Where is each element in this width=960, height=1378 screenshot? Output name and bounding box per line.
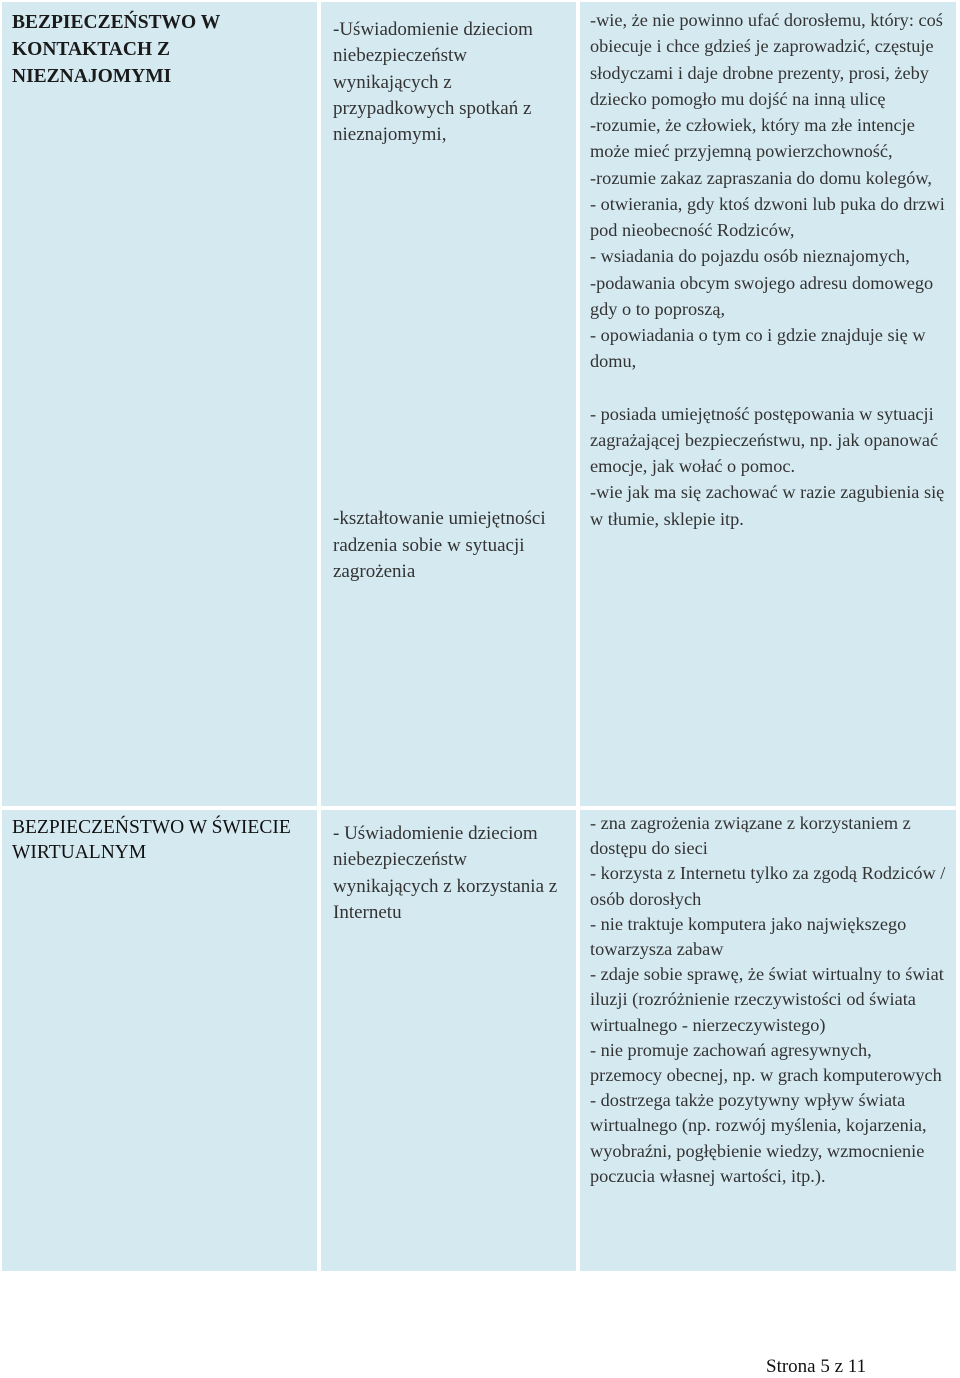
row2-goals-cell <box>321 810 576 1271</box>
outcome-item: -rozumie, że człowiek, który ma złe intencje może mieć przyjemną powierzchowność, <box>590 115 915 162</box>
row1-outcomes-list-a <box>590 7 946 375</box>
outcome-item: - posiada umiejętność postępowania w sytuacji zagrażającej bezpieczeństwu, np. jak opanować emocje, jak wołać o pomoc. <box>590 403 939 476</box>
row1-outcomes-cell <box>580 2 956 806</box>
row2-topic: BEZPIECZEŃSTWO W ŚWIECIE WIRTUALNYM <box>12 817 291 863</box>
row2-topic-cell <box>2 810 317 1271</box>
row1-topic-cell <box>2 2 317 806</box>
row1-outcomes-list-b <box>590 401 946 532</box>
page-number: Strona 5 z 11 <box>766 1356 867 1377</box>
row2-outcomes-cell <box>580 810 956 1271</box>
outcome-item: - dostrzega także pozytywny wpływ świata wirtualnego (np. rozwój myślenia, kojarzenia, wyobraźni, pogłębienie wiedzy, wzmocnienie poczucia własnej wartości, itp.). <box>590 1090 927 1186</box>
outcome-item: - nie traktuje komputera jako największego towarzysza zabaw <box>590 913 907 960</box>
spacer <box>590 375 946 401</box>
outcome-item: - korzysta z Internetu tylko za zgodą Rodziców / osób dorosłych <box>590 863 946 909</box>
row2-goal-1: - Uświadomienie dzieciom niebezpieczeństw wynikających z korzystania z Internetu <box>333 823 558 923</box>
outcome-item: -wie jak ma się zachować w razie zagubienia się w tłumie, sklepie itp. <box>590 482 945 529</box>
row1-goal-2: -kształtowanie umiejętności radzenia sobie w sytuacji zagrożenia <box>333 508 546 583</box>
outcome-item: - nie promuje zachowań agresywnych, przemocy obecnej, np. w grach komputerowych <box>590 1039 942 1086</box>
outcome-item: - opowiadania o tym co i gdzie znajduje się w domu, <box>590 325 926 372</box>
outcome-item: -podawania obcym swojego adresu domowego gdy o to poproszą, <box>590 272 934 319</box>
row1-goal-1: -Uświadomienie dzieciom niebezpieczeństw wynikających z przypadkowych spotkań z nieznajomymi, <box>333 19 533 146</box>
row1-goals-cell <box>321 2 576 806</box>
outcome-item: - otwierania, gdy ktoś dzwoni lub puka do drzwi pod nieobecność Rodziców, <box>590 193 945 240</box>
row1-topic: BEZPIECZEŃSTWO W KONTAKTACH Z NIEZNAJOMYMI <box>12 12 220 87</box>
outcome-item: - zna zagrożenia związane z korzystaniem z dostępu do sieci <box>590 813 911 859</box>
outcome-item: -rozumie zakaz zapraszania do domu kolegów, <box>590 167 932 188</box>
outcome-item: - wsiadania do pojazdu osób nieznajomych, <box>590 246 910 267</box>
outcome-item: -wie, że nie powinno ufać dorosłemu, który: coś obiecuje i chce gdzieś je zaprowadzić, częstuje słodyczami i daje drobne prezenty, prosi, żeby dziecko pomogło mu dojść na inną ulicę <box>590 10 943 109</box>
outcome-item: - zdaje sobie sprawę, że świat wirtualny to świat iluzji (rozróżnienie rzeczywistości od świata wirtualnego - nierzeczywistego) <box>590 964 944 1035</box>
